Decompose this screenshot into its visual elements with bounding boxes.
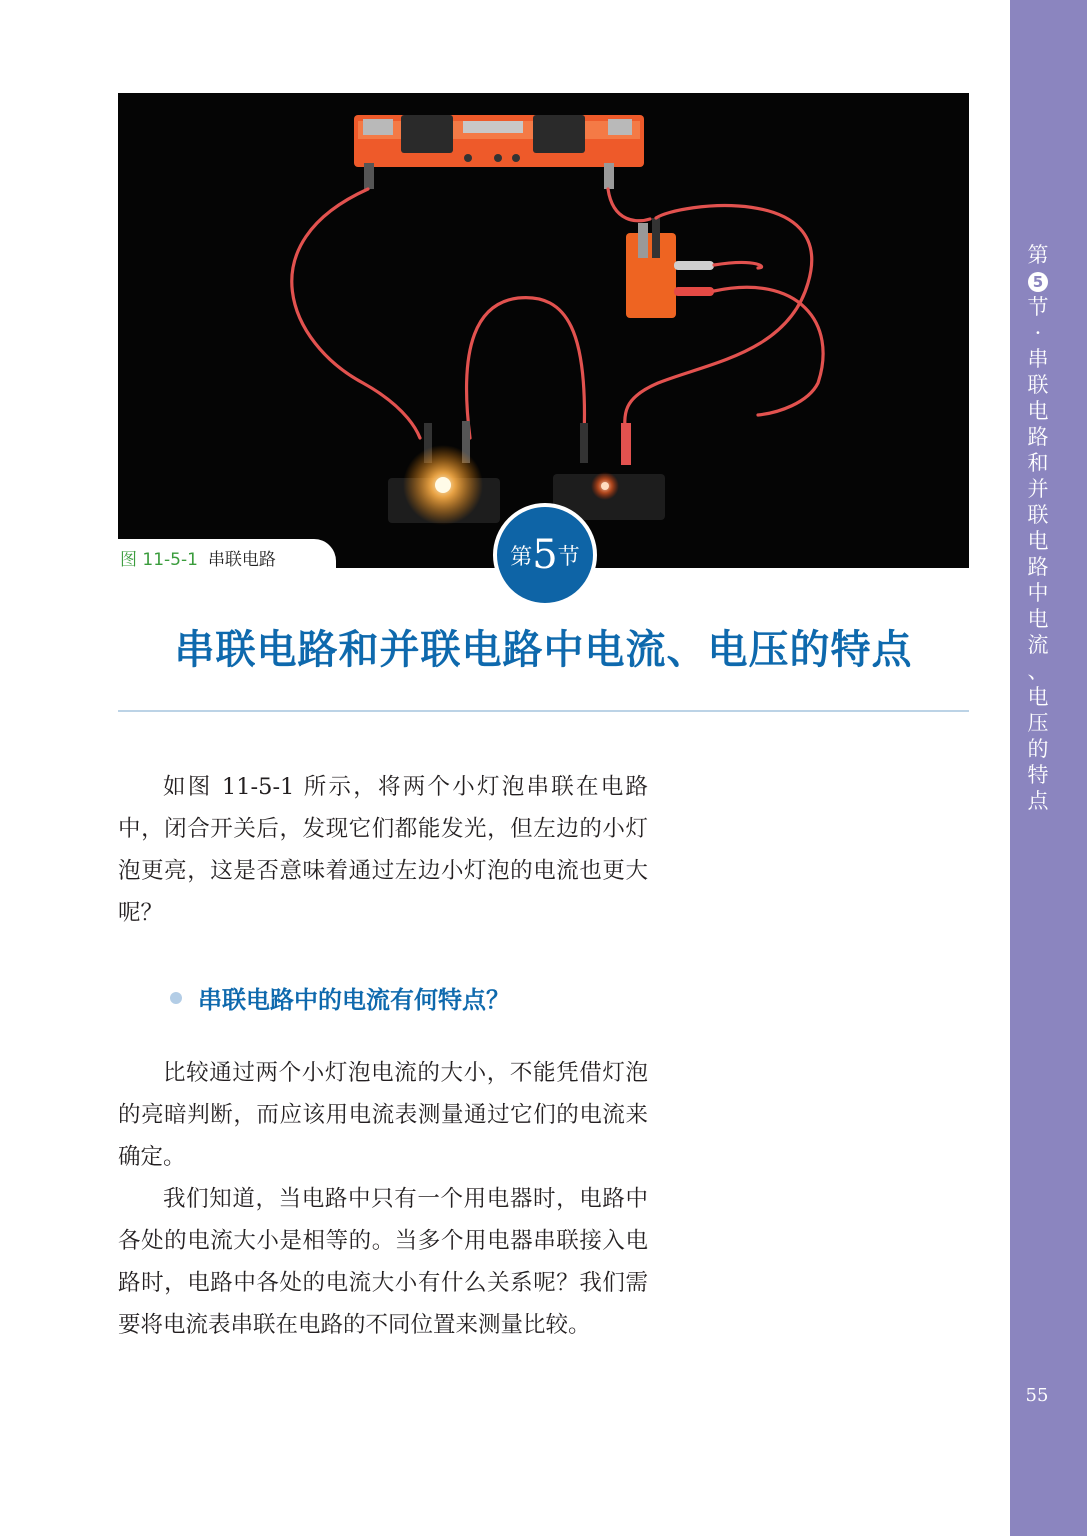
sidebar-char: 电: [1027, 399, 1049, 423]
intro-paragraph: 如图 11-5-1 所示，将两个小灯泡串联在电路中，闭合开关后，发现它们都能发光，但左边的小灯泡更亮，这是否意味着通过左边小灯泡的电流也更大呢？: [118, 774, 648, 926]
sidebar-char: 流: [1027, 633, 1049, 657]
sidebar-char: 和: [1027, 451, 1049, 475]
sidebar-char: 、: [1027, 659, 1049, 683]
sidebar-char: 电: [1027, 529, 1049, 553]
sidebar-char: 点: [1027, 789, 1049, 813]
circuit-photo-illustration: [118, 93, 969, 568]
sidebar-char: 并: [1027, 477, 1049, 501]
sidebar-char: 电: [1027, 685, 1049, 709]
sidebar-prefix: 第: [1027, 243, 1049, 267]
sidebar-char: 串: [1027, 347, 1049, 371]
sidebar-char: 路: [1027, 425, 1049, 449]
sidebar-title: [1024, 242, 1052, 814]
sidebar-char: 路: [1027, 555, 1049, 579]
title-divider: [118, 710, 969, 712]
section-badge-suffix: 节: [557, 545, 580, 570]
figure-number: 图 11-5-1: [120, 550, 198, 570]
sidebar-char: ·: [1034, 321, 1042, 345]
section-badge-number: 5: [532, 532, 558, 578]
figure-label: 串联电路: [207, 550, 276, 570]
sidebar-char: 节: [1027, 295, 1049, 319]
body-paragraph-2: 我们知道，当电路中只有一个用电器时，电路中各处的电流大小是相等的。当多个用电器串联接入电路时，电路中各处的电流大小有什么关系呢？我们需要将电流表串联在电路的不同位置来测量比较。: [118, 1186, 648, 1338]
sidebar-char: 联: [1027, 373, 1049, 397]
page-number: 55: [1025, 1385, 1049, 1406]
figure-caption: [120, 545, 276, 570]
sidebar-char: 特: [1027, 763, 1049, 787]
page-title: 串联电路和并联电路中电流、电压的特点: [174, 627, 913, 673]
sidebar-number-badge: 5: [1028, 272, 1048, 292]
bullet-icon: [170, 992, 182, 1004]
sidebar-char: 压: [1027, 711, 1049, 735]
sidebar-char: 中: [1027, 581, 1049, 605]
circuit-photo: [118, 93, 969, 568]
section-badge: [493, 503, 597, 607]
sidebar-char: 的: [1027, 737, 1049, 761]
body-paragraph-1: 比较通过两个小灯泡电流的大小，不能凭借灯泡的亮暗判断，而应该用电流表测量通过它们的电流来确定。: [118, 1060, 648, 1170]
sidebar-char: 联: [1027, 503, 1049, 527]
section-subheading: 串联电路中的电流有何特点？: [198, 986, 510, 1014]
sidebar-char: 电: [1027, 607, 1049, 631]
section-badge-prefix: 第: [510, 545, 533, 570]
